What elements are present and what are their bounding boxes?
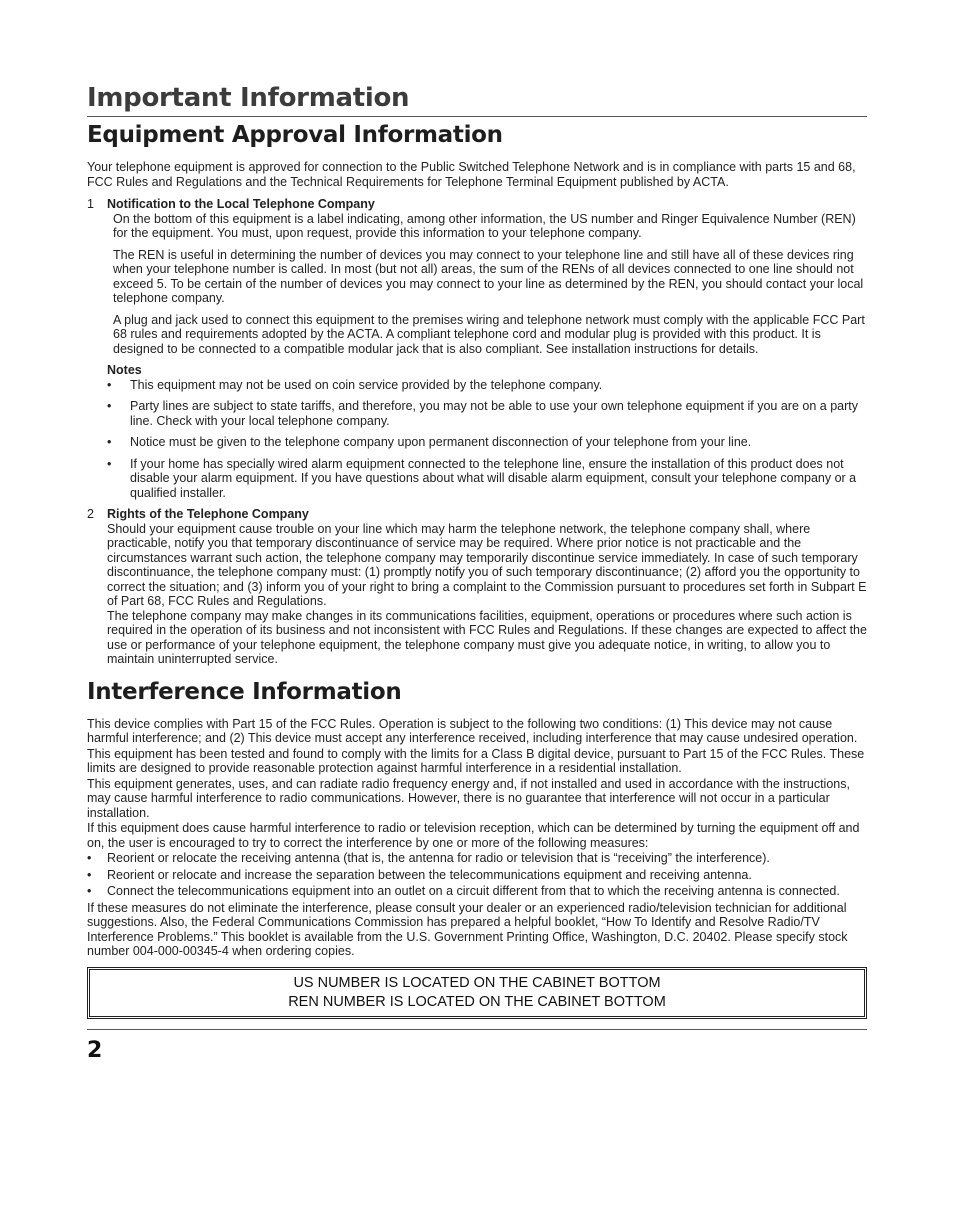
- list-item: [87, 884, 867, 899]
- list-item: [107, 435, 867, 450]
- measure-text: Reorient or relocate the receiving antenna (that is, the antenna for radio or television that is “receiving” the interference).: [107, 851, 770, 865]
- page-header-title: Important Information: [87, 83, 410, 113]
- note-text: If your home has specially wired alarm equipment connected to the telephone line, ensure the installation of this product does not disable your alarm equipment. If you have questions about what will disable alarm equipment, consult your telephone company or a qualified installer.: [130, 456, 857, 500]
- section-number: 1: [87, 197, 94, 211]
- list-item: [107, 378, 867, 393]
- bullet-icon: •: [107, 399, 112, 413]
- paragraph: If this equipment does cause harmful interference to radio or television reception, which can be determined by turning the equipment off and on, the user is encouraged to try to correct the interference by one or more of the following measures:: [87, 821, 860, 850]
- bullet-icon: •: [107, 435, 112, 449]
- paragraph: If these measures do not eliminate the interference, please consult your dealer or an experienced radio/television technician for additional suggestions. Also, the Federal Communications Commission has prepared a helpful booklet, “How To Identify and Resolve Radio/TV Interference Problems.” This booklet is available from the U.S. Government Printing Office, Washington, D.C. 20402. Please specify stock number 004-000-00345-4 when ordering copies.: [87, 900, 848, 958]
- bullet-icon: •: [87, 884, 92, 898]
- note-text: Party lines are subject to state tariffs, and therefore, you may not be able to use your own telephone equipment if you are on a party line. Check with your local telephone company.: [130, 399, 858, 428]
- list-item: [107, 399, 867, 428]
- bullet-icon: •: [107, 377, 112, 392]
- measure-text: Connect the telecommunications equipment into an outlet on a circuit different from that to which the receiving antenna is connected.: [107, 884, 840, 898]
- bullet-icon: •: [87, 867, 92, 882]
- section-heading: Rights of the Telephone Company: [107, 507, 309, 521]
- equipment-intro-text: Your telephone equipment is approved for connection to the Public Switched Telephone Network and is in compliance with parts 15 and 68, FCC Rules and Regulations and the Technical Requirements for Telephone Terminal Equipment published by ACTA.: [87, 160, 856, 189]
- bullet-icon: •: [87, 851, 92, 865]
- header-divider: [87, 116, 867, 117]
- section-heading: Notification to the Local Telephone Company: [107, 197, 375, 211]
- list-item: [87, 868, 867, 883]
- note-text: This equipment may not be used on coin service provided by the telephone company.: [130, 377, 603, 392]
- section-rights: [87, 507, 867, 667]
- document-page: [87, 82, 867, 1063]
- paragraph: A plug and jack used to connect this equipment to the premises wiring and telephone network must comply with the applicable FCC Part 68 rules and requirements adopted by the ACTA. A compliant telephone cord and modular plug is provided with this product. It is designed to be connected to a compatible modular jack that is also compliant. See installation instructions for details.: [113, 312, 865, 356]
- list-item: [107, 457, 867, 501]
- paragraph: This device complies with Part 15 of the FCC Rules. Operation is subject to the following two conditions: (1) This device may not cause harmful interference; and (2) This device must accept any interference received, including interference that may cause undesired operation.: [87, 716, 858, 745]
- note-text: Notice must be given to the telephone company upon permanent disconnection of your telephone from your line.: [130, 435, 752, 449]
- page-number: 2: [87, 1037, 103, 1063]
- notice-box: [87, 967, 867, 1019]
- interference-heading: Interference Information: [87, 678, 402, 705]
- notes-list: [87, 378, 867, 501]
- paragraph: Should your equipment cause trouble on your line which may harm the telephone network, the telephone company shall, where practicable, notify you that temporary discontinuance of service may be required. Where prior notice is not practicable and the circumstances warrant such action, the telephone company may temporarily discontinue service immediately. In case of such temporary discontinuance, the telephone company must: (1) promptly notify you of such temporary discontinuance; (2) afford you the opportunity to correct the situation; and (3) inform you of your right to bring a complaint to the Commission pursuant to procedures set forth in Subpart E of Part 68, FCC Rules and Regulations.: [107, 521, 867, 608]
- paragraph: This equipment has been tested and found to comply with the limits for a Class B digital device, pursuant to Part 15 of the FCC Rules. These limits are designed to provide reasonable protection against harmful interference in a residential installation.: [87, 746, 865, 775]
- notes-heading: Notes: [107, 363, 142, 377]
- section-number: 2: [87, 507, 94, 521]
- section-notification: [87, 197, 867, 356]
- list-item: [87, 851, 867, 866]
- measure-text: Reorient or relocate and increase the separation between the telecommunications equipment and receiving antenna.: [107, 867, 752, 882]
- equipment-approval-heading: Equipment Approval Information: [87, 122, 503, 148]
- interference-body: [87, 717, 867, 959]
- bullet-icon: •: [107, 456, 112, 471]
- paragraph: On the bottom of this equipment is a label indicating, among other information, the US number and Ringer Equivalence Number (REN) for the equipment. You must, upon request, provide this information to your telephone company.: [113, 211, 856, 240]
- footer-divider: [87, 1029, 867, 1030]
- measures-list: [87, 851, 867, 899]
- notice-line: REN NUMBER IS LOCATED ON THE CABINET BOTTOM: [288, 993, 666, 1010]
- notice-line: US NUMBER IS LOCATED ON THE CABINET BOTTOM: [293, 974, 661, 991]
- paragraph: The telephone company may make changes in its communications facilities, equipment, operations or procedures where such action is required in the operation of its business and not inconsistent with FCC Rules and Regulations. If these changes are expected to affect the use or performance of your telephone equipment, the telephone company must give you adequate notice, in writing, to allow you to maintain uninterrupted service.: [107, 608, 867, 666]
- paragraph: The REN is useful in determining the number of devices you may connect to your telephone line and still have all of these devices ring when your telephone number is called. In most (but not all) areas, the sum of the RENs of all devices connected to one line should not exceed 5. To be certain of the number of devices you may connect to your line as determined by the REN, you should contact your local telephone company.: [113, 247, 864, 305]
- paragraph: This equipment generates, uses, and can radiate radio frequency energy and, if not installed and used in accordance with the instructions, may cause harmful interference to radio communications. However, there is no guarantee that interference will not occur in a particular installation.: [87, 776, 850, 820]
